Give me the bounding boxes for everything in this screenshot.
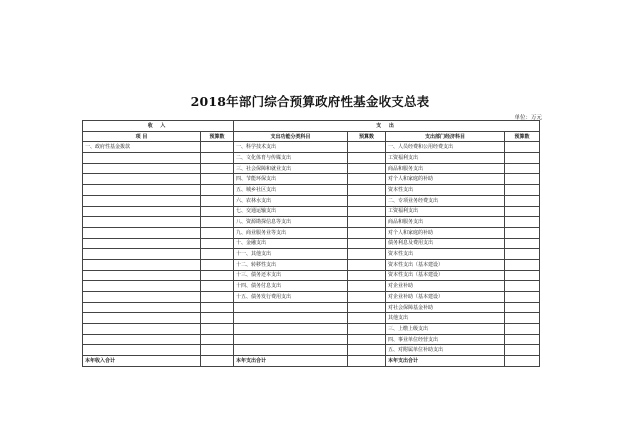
item-header: 项 目: [83, 131, 201, 142]
income-item-cell: [83, 270, 201, 281]
func-subject-cell: 十一、其他支出: [234, 249, 348, 260]
econ-budget-cell: [505, 270, 540, 281]
func-subject-cell: [234, 345, 348, 356]
income-budget-cell: [201, 142, 234, 153]
budget-header-3: 预算数: [505, 131, 540, 142]
func-subject-cell: 一、科学技术支出: [234, 142, 348, 153]
econ-subject-cell: 资本性支出（基本建设）: [386, 259, 505, 270]
func-subject-cell: [234, 334, 348, 345]
totals-row: [83, 356, 540, 367]
income-item-cell: [83, 324, 201, 335]
econ-subject-cell: 一、人员经费和公用经费支出: [386, 142, 505, 153]
econ-budget-cell: [505, 249, 540, 260]
income-item-cell: [83, 302, 201, 313]
func-budget-cell: [348, 174, 386, 185]
econ-subject-cell: 债务利息及费用支出: [386, 238, 505, 249]
econ-budget-cell: [505, 259, 540, 270]
func-subject-cell: [234, 324, 348, 335]
econ-subject-cell: 商品和服务支出: [386, 163, 505, 174]
func-subject-cell: 四、节能环保支出: [234, 174, 348, 185]
func-subject-header: 支出功能分类科目: [234, 131, 348, 142]
income-budget-cell: [201, 153, 234, 164]
table-row: [83, 249, 540, 260]
econ-subject-header: 支出部门经济科目: [386, 131, 505, 142]
func-subject-cell: [234, 302, 348, 313]
econ-budget-cell: [505, 302, 540, 313]
income-item-cell: [83, 249, 201, 260]
econ-budget-cell: [505, 153, 540, 164]
income-item-cell: 一、政府性基金拨款: [83, 142, 201, 153]
func-budget-cell: [348, 153, 386, 164]
expense-total-value-1: [348, 356, 386, 367]
func-subject-cell: 十、金融支出: [234, 238, 348, 249]
econ-subject-cell: 工资福利支出: [386, 153, 505, 164]
econ-subject-cell: 其他支出: [386, 313, 505, 324]
income-budget-cell: [201, 163, 234, 174]
econ-budget-cell: [505, 292, 540, 303]
income-budget-cell: [201, 302, 234, 313]
table-row: [83, 281, 540, 292]
func-subject-cell: 十三、债务还本支出: [234, 270, 348, 281]
income-budget-cell: [201, 270, 234, 281]
func-subject-cell: 十五、债务发行费用支出: [234, 292, 348, 303]
income-budget-cell: [201, 334, 234, 345]
econ-subject-cell: 对个人和家庭的补助: [386, 174, 505, 185]
func-budget-cell: [348, 334, 386, 345]
header-row-2: [83, 131, 540, 142]
econ-budget-cell: [505, 227, 540, 238]
econ-budget-cell: [505, 206, 540, 217]
func-budget-cell: [348, 185, 386, 196]
econ-budget-cell: [505, 185, 540, 196]
income-item-cell: [83, 292, 201, 303]
table-row: [83, 163, 540, 174]
income-item-cell: [83, 195, 201, 206]
expense-total-label-1: 本年支出合计: [234, 356, 348, 367]
table-row: [83, 302, 540, 313]
income-budget-cell: [201, 217, 234, 228]
econ-budget-cell: [505, 217, 540, 228]
income-header: 收 入: [83, 121, 234, 132]
income-budget-cell: [201, 292, 234, 303]
income-item-cell: [83, 313, 201, 324]
func-subject-cell: 七、交通运输支出: [234, 206, 348, 217]
income-item-cell: [83, 238, 201, 249]
table-row: [83, 334, 540, 345]
income-item-cell: [83, 153, 201, 164]
func-subject-cell: [234, 313, 348, 324]
table-row: [83, 217, 540, 228]
func-subject-cell: 三、社会保障和就业支出: [234, 163, 348, 174]
econ-subject-cell: 四、事业单位经营支出: [386, 334, 505, 345]
table-row: [83, 345, 540, 356]
func-budget-cell: [348, 302, 386, 313]
table-row: [83, 174, 540, 185]
income-item-cell: [83, 281, 201, 292]
document-title: 2018年部门综合预算政府性基金收支总表: [190, 94, 430, 109]
econ-subject-cell: 对企业补助（基本建设）: [386, 292, 505, 303]
func-budget-cell: [348, 142, 386, 153]
func-budget-cell: [348, 195, 386, 206]
econ-budget-cell: [505, 334, 540, 345]
income-item-cell: [83, 345, 201, 356]
func-budget-cell: [348, 313, 386, 324]
table-row: [83, 292, 540, 303]
func-subject-cell: 九、商业服务业等支出: [234, 227, 348, 238]
func-budget-cell: [348, 345, 386, 356]
income-budget-cell: [201, 249, 234, 260]
income-budget-cell: [201, 195, 234, 206]
table-row: [83, 227, 540, 238]
table-row: [83, 195, 540, 206]
income-total-value: [201, 356, 234, 367]
table-row: [83, 324, 540, 335]
income-item-cell: [83, 334, 201, 345]
econ-budget-cell: [505, 195, 540, 206]
budget-table: [82, 120, 540, 367]
income-total-label: 本年收入合计: [83, 356, 201, 367]
income-item-cell: [83, 227, 201, 238]
econ-subject-cell: 三、上缴上级支出: [386, 324, 505, 335]
func-budget-cell: [348, 206, 386, 217]
income-budget-cell: [201, 206, 234, 217]
func-budget-cell: [348, 292, 386, 303]
econ-subject-cell: 对社会保障基金补助: [386, 302, 505, 313]
econ-budget-cell: [505, 345, 540, 356]
econ-subject-cell: 工资福利支出: [386, 206, 505, 217]
table-row: [83, 153, 540, 164]
econ-budget-cell: [505, 238, 540, 249]
expense-total-value-2: [505, 356, 540, 367]
table-row: [83, 142, 540, 153]
income-budget-cell: [201, 259, 234, 270]
econ-subject-cell: 商品和服务支出: [386, 217, 505, 228]
econ-budget-cell: [505, 281, 540, 292]
income-budget-cell: [201, 281, 234, 292]
func-budget-cell: [348, 238, 386, 249]
func-budget-cell: [348, 259, 386, 270]
econ-subject-cell: 二、专项业务经费支出: [386, 195, 505, 206]
table-row: [83, 313, 540, 324]
income-budget-cell: [201, 174, 234, 185]
income-budget-cell: [201, 313, 234, 324]
budget-header-1: 预算数: [201, 131, 234, 142]
econ-subject-cell: 五、对附属单位补助支出: [386, 345, 505, 356]
table-body: [83, 121, 540, 367]
income-item-cell: [83, 174, 201, 185]
func-budget-cell: [348, 163, 386, 174]
func-budget-cell: [348, 227, 386, 238]
econ-subject-cell: 资本性支出: [386, 249, 505, 260]
expense-total-label-2: 本年支出合计: [386, 356, 505, 367]
table-row: [83, 238, 540, 249]
func-budget-cell: [348, 281, 386, 292]
func-budget-cell: [348, 217, 386, 228]
func-subject-cell: 十二、转移性支出: [234, 259, 348, 270]
econ-budget-cell: [505, 163, 540, 174]
income-item-cell: [83, 217, 201, 228]
income-budget-cell: [201, 185, 234, 196]
income-budget-cell: [201, 324, 234, 335]
econ-subject-cell: 对个人和家庭的补助: [386, 227, 505, 238]
income-budget-cell: [201, 227, 234, 238]
expense-header: 支 出: [234, 121, 540, 132]
table-row: [83, 206, 540, 217]
econ-budget-cell: [505, 313, 540, 324]
table-row: [83, 259, 540, 270]
table-row: [83, 270, 540, 281]
income-budget-cell: [201, 345, 234, 356]
func-subject-cell: 六、农林水支出: [234, 195, 348, 206]
econ-budget-cell: [505, 142, 540, 153]
econ-budget-cell: [505, 174, 540, 185]
func-budget-cell: [348, 249, 386, 260]
func-subject-cell: 二、文化体育与传媒支出: [234, 153, 348, 164]
func-subject-cell: 五、城乡社区支出: [234, 185, 348, 196]
header-row-1: [83, 121, 540, 132]
econ-subject-cell: 资本性支出: [386, 185, 505, 196]
func-subject-cell: 十四、债务付息支出: [234, 281, 348, 292]
table-row: [83, 185, 540, 196]
budget-header-2: 预算数: [348, 131, 386, 142]
income-item-cell: [83, 185, 201, 196]
income-item-cell: [83, 206, 201, 217]
income-budget-cell: [201, 238, 234, 249]
econ-subject-cell: 对企业补助: [386, 281, 505, 292]
income-item-cell: [83, 259, 201, 270]
func-subject-cell: 八、资源勘探信息等支出: [234, 217, 348, 228]
unit-label: 单位：万元: [514, 115, 542, 121]
func-budget-cell: [348, 324, 386, 335]
func-budget-cell: [348, 270, 386, 281]
income-item-cell: [83, 163, 201, 174]
econ-budget-cell: [505, 324, 540, 335]
econ-subject-cell: 资本性支出（基本建设）: [386, 270, 505, 281]
